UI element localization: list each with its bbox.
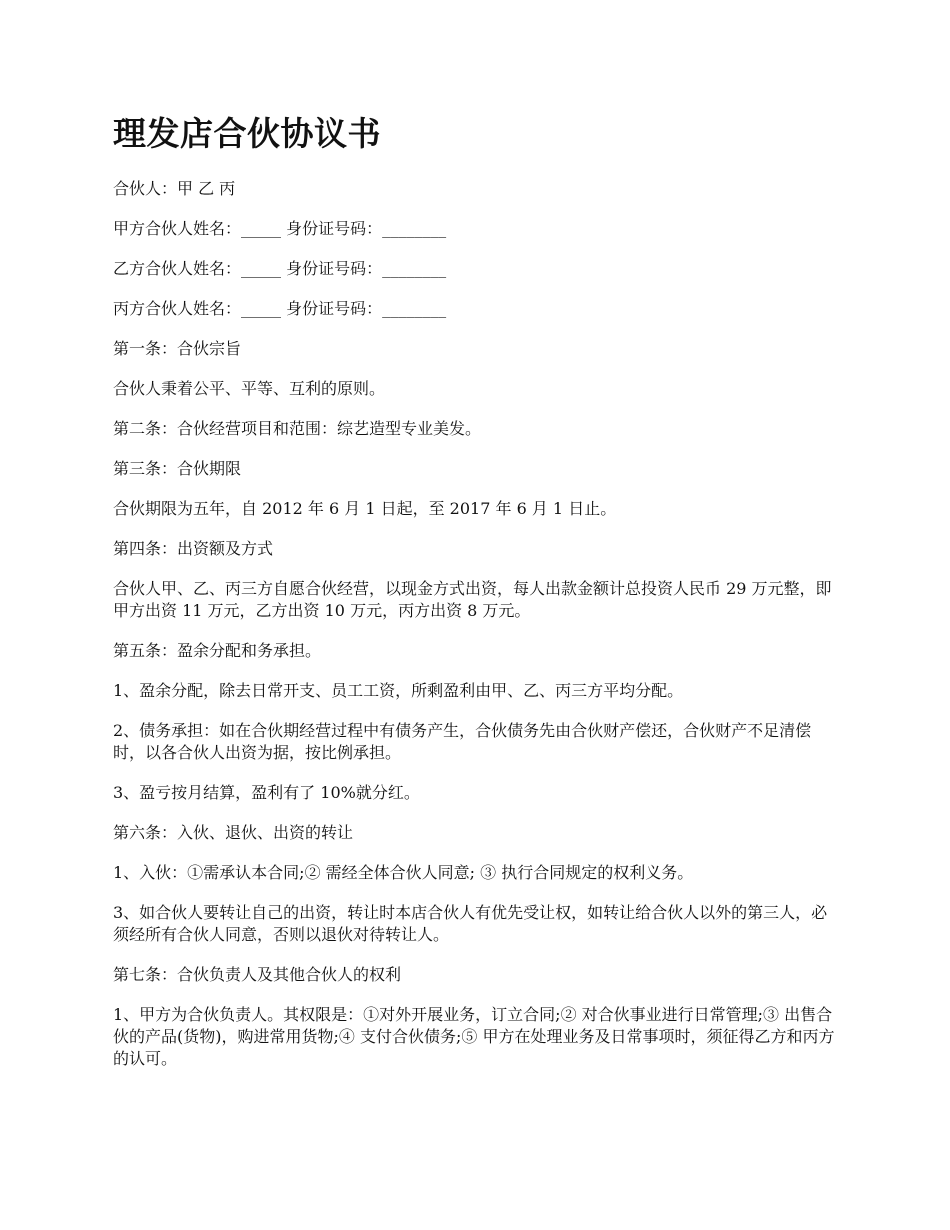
article-5-heading: 第五条：盈余分配和务承担。: [113, 641, 322, 660]
article-6-item-1: 1、入伙：①需承认本合同;② 需经全体合伙人同意; ③ 执行合同规定的权利义务。: [113, 863, 694, 882]
party-b-info: 乙方合伙人姓名：_____ 身份证号码：________: [113, 259, 447, 278]
article-7-heading: 第七条：合伙负责人及其他合伙人的权利: [113, 965, 402, 984]
article-2-heading: 第二条：合伙经营项目和范围：综艺造型专业美发。: [113, 419, 482, 438]
partners-line: 合伙人：甲 乙 丙: [113, 179, 236, 198]
article-4-heading: 第四条：出资额及方式: [113, 539, 274, 558]
article-4-body: 合伙人甲、乙、丙三方自愿合伙经营，以现金方式出资，每人出款金额计总投资人民币 29 万元整，即甲方出资 11 万元，乙方出资 10 万元，丙方出资 8 万元。: [113, 579, 832, 620]
article-6-item-3: 3、如合伙人要转让自己的出资，转让时本店合伙人有优先受让权，如转让给合伙人以外的第三人，必须经所有合伙人同意，否则以退伙对待转让人。: [113, 903, 828, 944]
article-5-item-1: 1、盈余分配，除去日常开支、员工工资，所剩盈利由甲、乙、丙三方平均分配。: [113, 681, 684, 700]
article-7-item-1: 1、甲方为合伙负责人。其权限是：①对外开展业务，订立合同;② 对合伙事业进行日常管理;③ 出售合伙的产品(货物)，购进常用货物;④ 支付合伙债务;⑤ 甲方在处理业务及日常事项时，须征得乙方和丙方的认可。: [113, 1005, 835, 1068]
article-5-item-3: 3、盈亏按月结算，盈利有了 10%就分红。: [113, 783, 420, 802]
article-6-heading: 第六条：入伙、退伙、出资的转让: [113, 823, 354, 842]
document-page: [113, 108, 843, 1088]
article-1-body: 合伙人秉着公平、平等、互利的原则。: [113, 379, 386, 398]
party-c-info: 丙方合伙人姓名：_____ 身份证号码：________: [113, 299, 447, 318]
article-3-heading: 第三条：合伙期限: [113, 459, 242, 478]
document-title: 理发店合伙协议书: [113, 114, 381, 153]
article-3-body: 合伙期限为五年，自 2012 年 6 月 1 日起，至 2017 年 6 月 1 日止。: [113, 499, 617, 518]
party-a-info: 甲方合伙人姓名：_____ 身份证号码：________: [113, 219, 447, 238]
article-5-item-2: 2、债务承担：如在合伙期经营过程中有债务产生，合伙债务先由合伙财产偿还，合伙财产不足清偿时，以各合伙人出资为据，按比例承担。: [113, 721, 812, 762]
article-1-heading: 第一条：合伙宗旨: [113, 339, 242, 358]
